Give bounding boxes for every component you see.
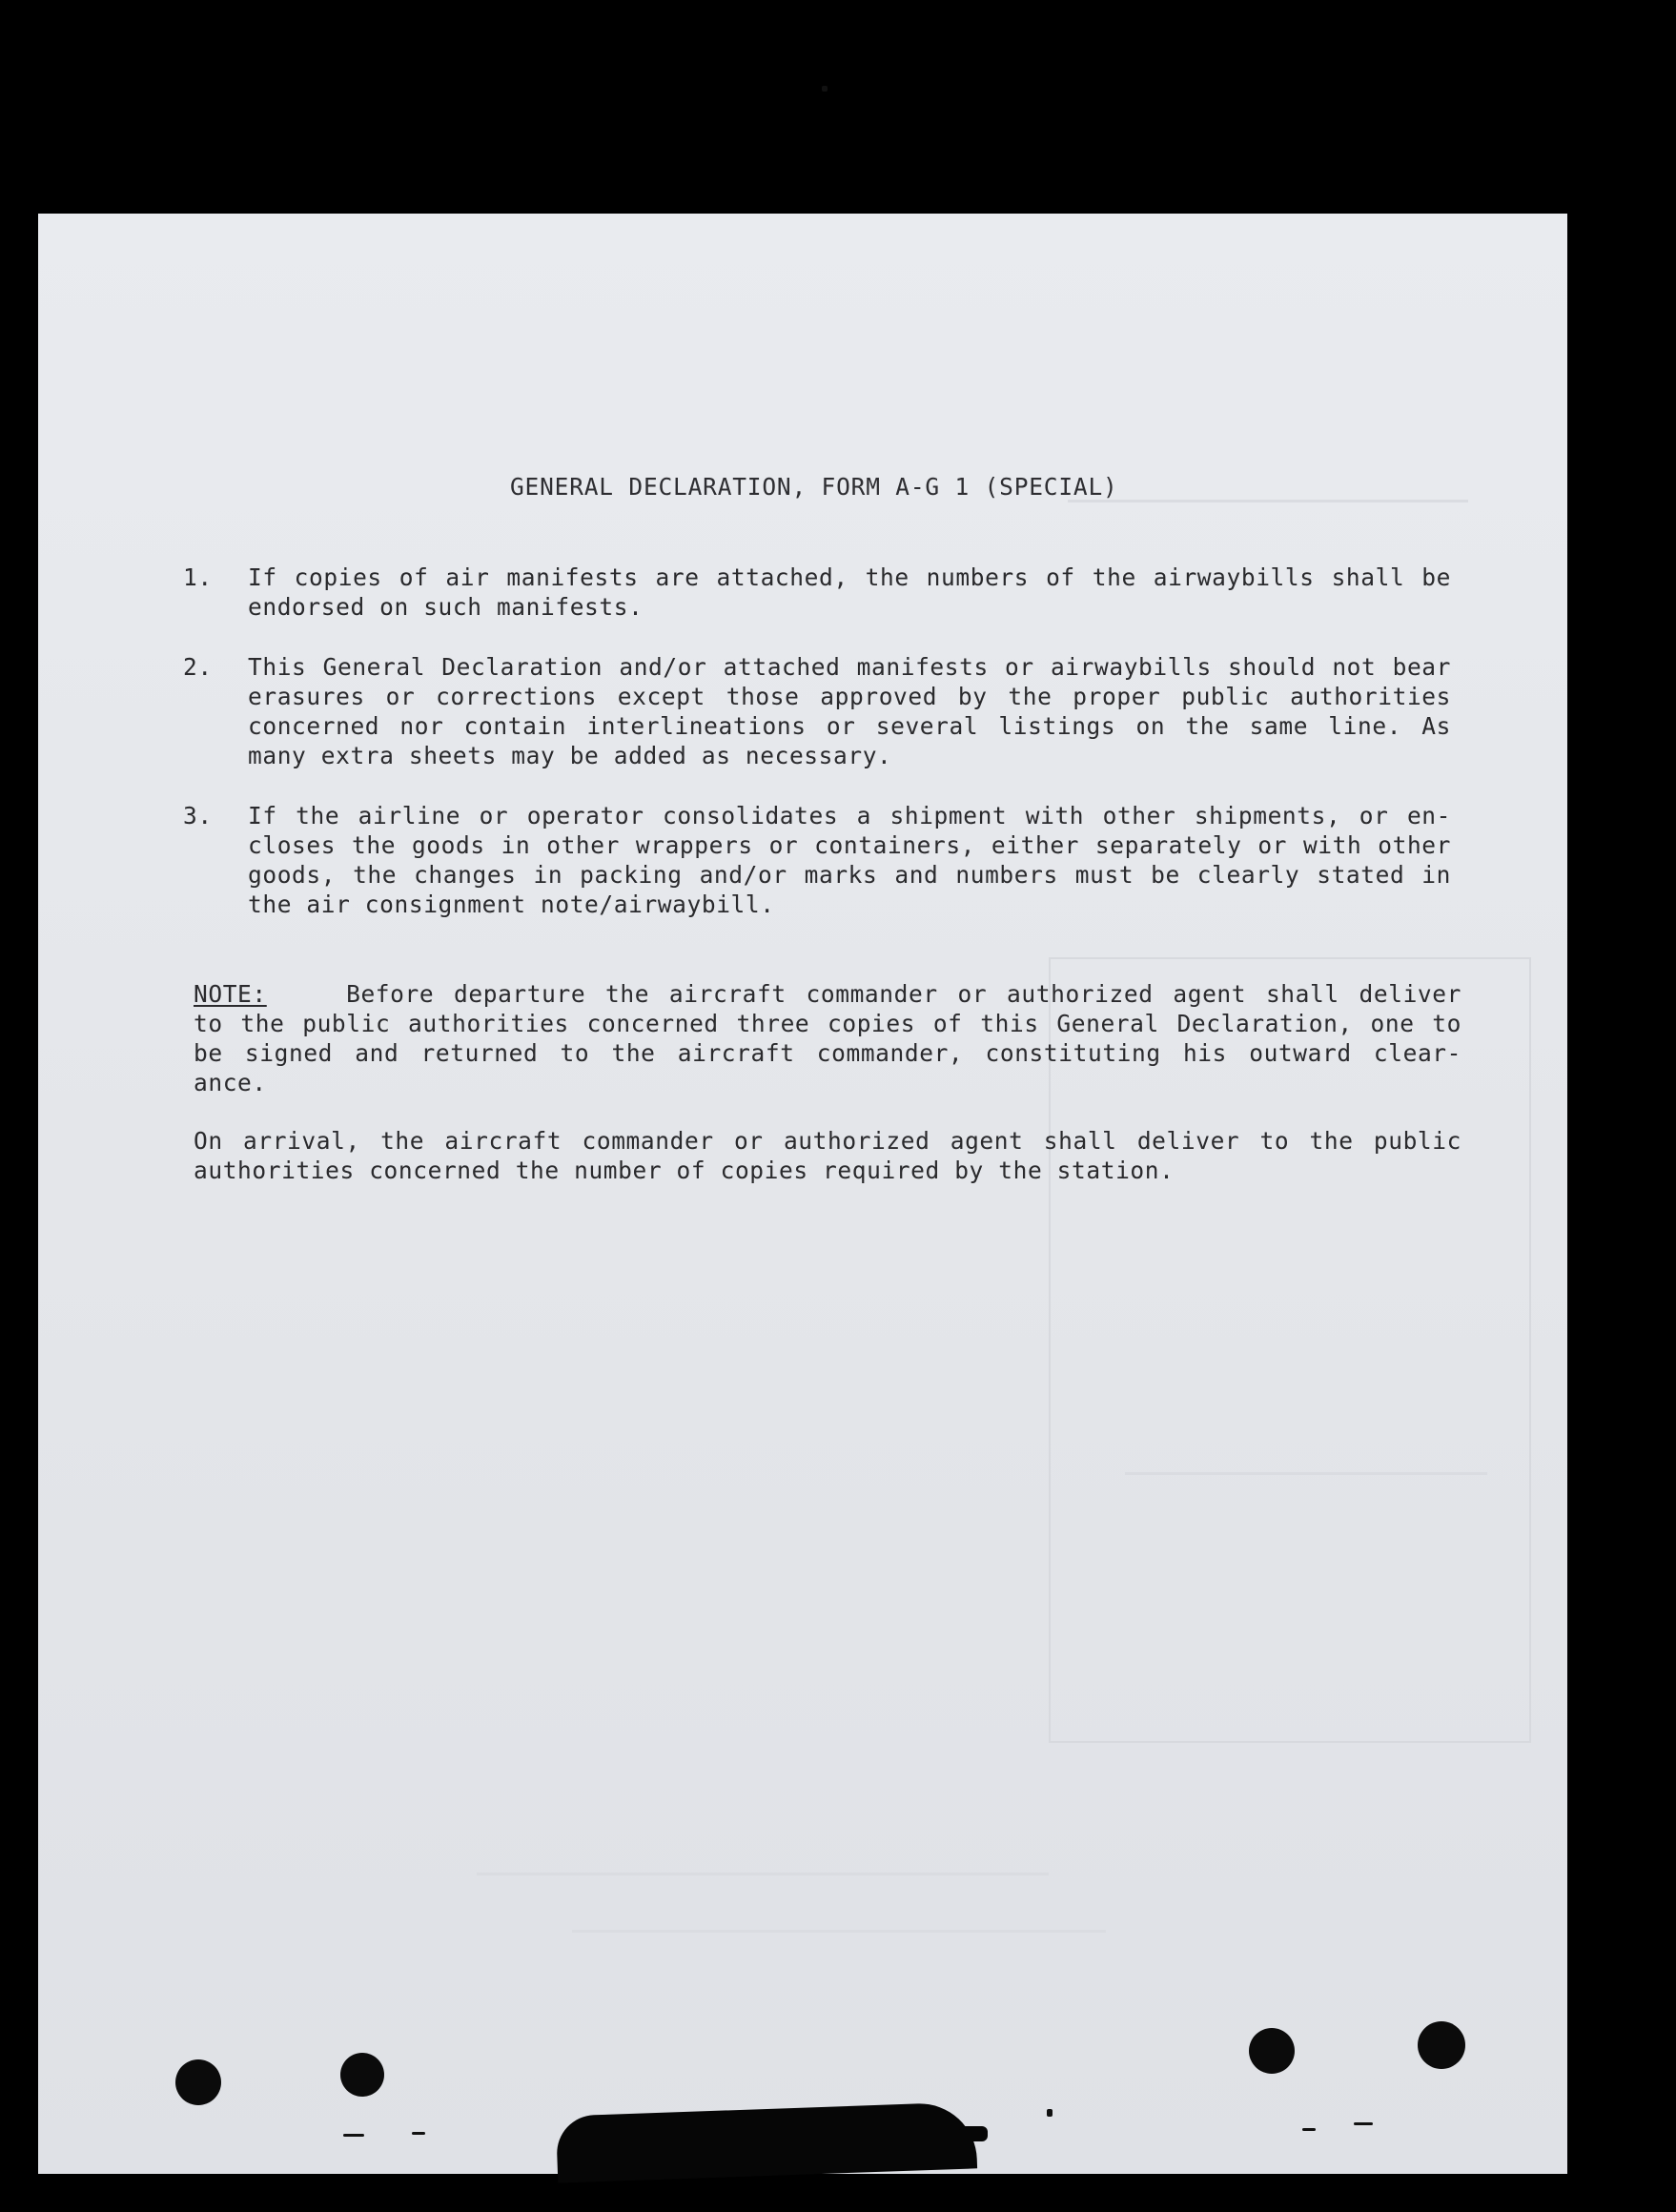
document-page — [38, 214, 1567, 2174]
torn-edge — [959, 2126, 988, 2141]
text-line: ance. — [194, 1069, 267, 1096]
show-through-line — [572, 1930, 1106, 1933]
show-through-line — [1068, 500, 1468, 502]
punch-hole — [1249, 2028, 1295, 2074]
text-line: Before departure the aircraft commander or authorized agent shall deliver — [346, 980, 1461, 1008]
text-line: On arrival, the aircraft commander or authorized agent shall deliver to the public — [194, 1127, 1461, 1155]
text-line: authorities concerned the number of copies required by the station. — [194, 1157, 1175, 1184]
punch-hole — [340, 2053, 384, 2097]
item-text — [248, 563, 1451, 622]
punch-hole — [175, 2059, 221, 2105]
text-line: If the airline or operator consolidates a shipment with other shipments, or en- — [248, 802, 1451, 830]
item-number: 2. — [183, 653, 213, 681]
note-first-line — [194, 979, 1461, 1009]
note-paragraph — [194, 979, 1461, 1097]
text-line: endorsed on such manifests. — [248, 593, 644, 621]
item-number: 1. — [183, 563, 213, 591]
dust-speck — [1302, 2128, 1316, 2131]
text-line: to the public authorities concerned three copies of this General Declaration, one to — [194, 1010, 1461, 1037]
text-line: If copies of air manifests are attached, the numbers of the airwaybills shall be — [248, 563, 1451, 591]
text-line: closes the goods in other wrappers or containers, either separately or with other — [248, 831, 1451, 859]
text-line: concerned nor contain interlineations or several listings on the same line. As — [248, 712, 1451, 740]
item-text — [248, 801, 1451, 919]
dust-speck — [1047, 2109, 1053, 2117]
text-line: This General Declaration and/or attached manifests or airwaybills should not bear — [248, 653, 1451, 681]
text-line: many extra sheets may be added as necessary. — [248, 742, 892, 769]
text-line: the air consignment note/airwaybill. — [248, 891, 775, 918]
show-through-line — [477, 1873, 1049, 1875]
arrival-paragraph — [194, 1126, 1461, 1185]
text-line: erasures or corrections except those approved by the proper public authorities — [248, 683, 1451, 710]
item-text — [248, 652, 1451, 770]
note-label: NOTE: — [194, 980, 267, 1008]
dust-speck — [343, 2134, 364, 2137]
punch-hole — [1418, 2021, 1465, 2069]
dust-speck — [412, 2132, 425, 2135]
dust-speck — [822, 86, 828, 92]
show-through-line — [1125, 1472, 1487, 1475]
item-number: 3. — [183, 802, 213, 830]
dust-speck — [1354, 2122, 1373, 2125]
page-title: GENERAL DECLARATION, FORM A-G 1 (SPECIAL) — [510, 473, 1118, 501]
text-line: goods, the changes in packing and/or marks and numbers must be clearly stated in — [248, 861, 1451, 889]
text-line: be signed and returned to the aircraft commander, constituting his outward clear- — [194, 1039, 1461, 1067]
